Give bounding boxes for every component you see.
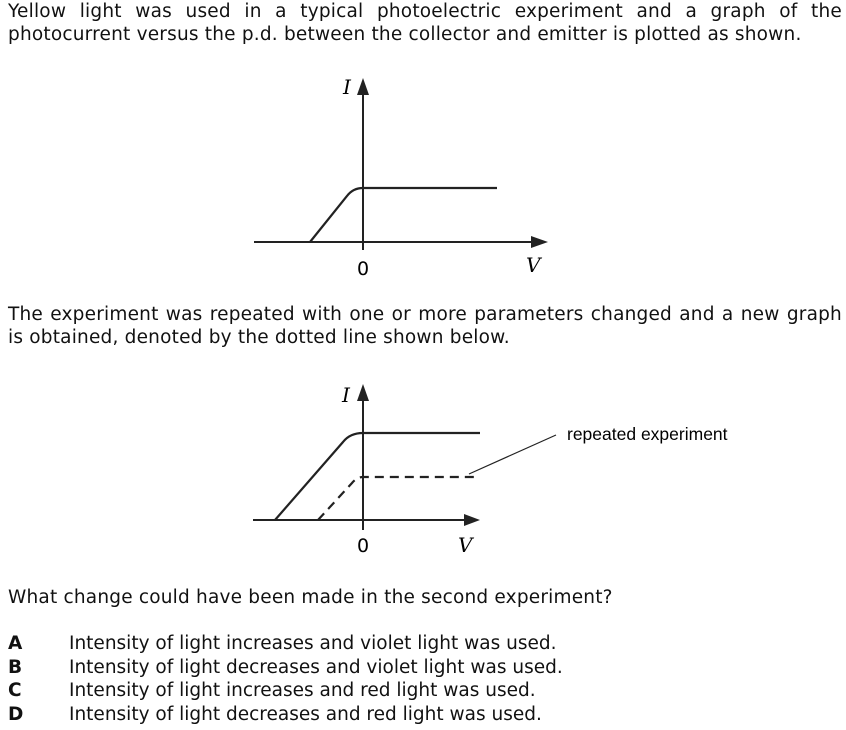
option-c[interactable] bbox=[8, 679, 563, 703]
option-letter: B bbox=[8, 656, 23, 678]
question-intro: Yellow light was used in a typical photoelectric experiment and a graph of the photocurrent versus the p.d. between the collector and emitter is plotted as shown. bbox=[8, 1, 842, 45]
callout-label: repeated experiment bbox=[567, 424, 728, 444]
graph2-y-arrowhead bbox=[357, 384, 369, 401]
graph1-x-label: V bbox=[526, 253, 541, 277]
repeat-text: The experiment was repeated with one or more parameters changed and a new graph is obtained, denoted by the dotted line shown below. bbox=[8, 304, 842, 348]
option-letter: D bbox=[8, 703, 24, 725]
option-text: Intensity of light increases and violet light was used. bbox=[69, 633, 557, 654]
graph2-y-label: I bbox=[342, 383, 350, 407]
option-a[interactable] bbox=[8, 632, 563, 656]
option-d[interactable] bbox=[8, 703, 563, 727]
graph1-y-label: I bbox=[343, 75, 351, 99]
graph1-origin-label: 0 bbox=[357, 258, 370, 280]
option-text: Intensity of light decreases and red light was used. bbox=[69, 703, 542, 725]
graph2-x-label: V bbox=[458, 533, 473, 557]
callout-leader-line bbox=[469, 435, 556, 474]
option-text: Intensity of light decreases and violet light was used. bbox=[69, 656, 563, 678]
question-prompt: What change could have been made in the second experiment? bbox=[8, 587, 613, 608]
graph2-repeated-curve bbox=[318, 477, 478, 520]
option-b[interactable] bbox=[8, 656, 563, 680]
option-letter: C bbox=[8, 680, 22, 701]
answer-options bbox=[8, 632, 563, 726]
graph2-x-arrowhead bbox=[464, 514, 480, 526]
graph2-origin-label: 0 bbox=[357, 535, 370, 557]
option-text: Intensity of light increases and red light was used. bbox=[69, 680, 536, 701]
option-letter: A bbox=[8, 633, 23, 654]
